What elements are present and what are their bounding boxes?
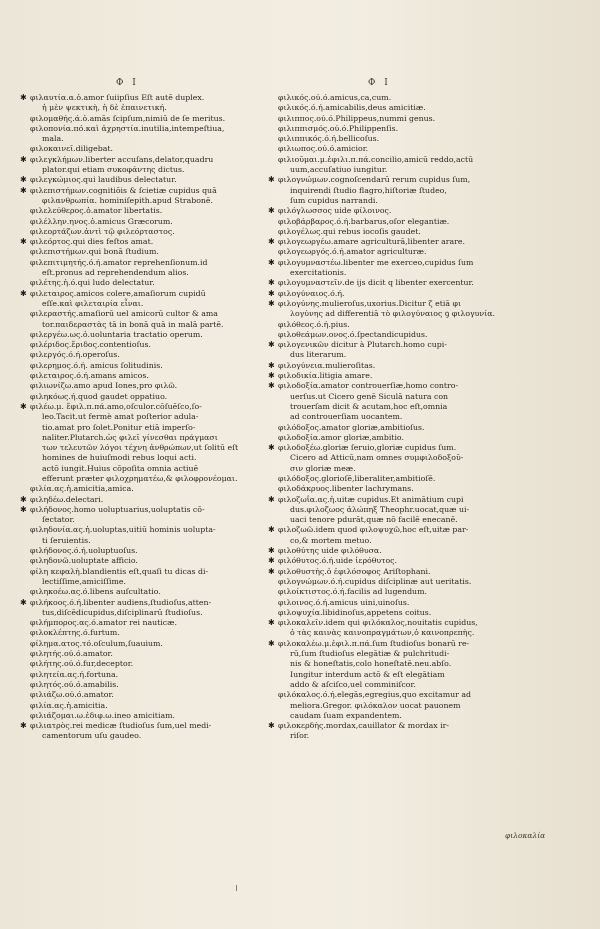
- dictionary-entry: [268, 474, 518, 484]
- asterisk-icon: ✱: [268, 443, 275, 453]
- dictionary-entry: [268, 423, 518, 433]
- left-column: [20, 93, 268, 742]
- entry-headline: φιλεορτάζων.ἀντὶ τῷ φιλεόρταστος.: [30, 226, 175, 236]
- entry-headline: φιλεταιρος.ό.ή.amans amicos.: [30, 371, 149, 381]
- asterisk-icon: ✱: [20, 185, 27, 195]
- asterisk-icon: ✱: [268, 525, 275, 535]
- entry-headline: φιλεραστής.amaſiorū uel amicorū cultor & ama: [30, 309, 218, 319]
- dictionary-entry: [20, 309, 268, 330]
- dictionary-entry: [20, 556, 268, 566]
- entry-headline: φιλοδικία.litigia amare.: [278, 371, 373, 381]
- entry-headline: φιλικός.ού.ό.amicus,ca,cum.: [278, 93, 392, 102]
- dictionary-entry: [20, 680, 268, 690]
- entry-continuation: λογύνης ad differentiā τὸ φιλογύναιος ꝯ φιλογυνία.: [290, 309, 495, 319]
- dictionary-entry: [268, 721, 518, 742]
- entry-headline: φιλιππισμός.ού.ό.Philippenſis.: [278, 123, 399, 133]
- entry-headline: φιλοζωῶ.idem quod φιλοψυχῶ,hoc eſt,uitæ par-: [278, 525, 469, 535]
- dictionary-entry: [20, 649, 268, 659]
- dictionary-entry: [268, 371, 518, 381]
- asterisk-icon: ✱: [20, 721, 27, 731]
- entry-continuation: leo.Tacit.ut fermè amat poſterior adula-: [42, 412, 199, 422]
- entry-continuation: σιν gloriæ meæ.: [290, 463, 356, 473]
- dictionary-entry: [20, 639, 268, 649]
- dictionary-entry: [268, 484, 518, 494]
- entry-continuation: tio.amat pro ſolet.Ponitur etiā imperſo-: [42, 422, 196, 432]
- dictionary-entry: [20, 361, 268, 371]
- dictionary-entry: [268, 289, 518, 299]
- dictionary-entry: [20, 289, 268, 310]
- entry-headline: φιλογνώμων.cognoſcendarū rerum cupidus ſum,: [278, 175, 471, 185]
- entry-headline: φιλήδονος.homo uoluptuarius,uoluptatis cō-: [30, 504, 205, 514]
- entry-continuation: mala.: [42, 134, 64, 144]
- asterisk-icon: ✱: [268, 721, 275, 731]
- dictionary-entry: [20, 114, 268, 124]
- entry-headline: φιλοδοξία.amator controuerſiæ,homo contro-: [278, 381, 459, 391]
- entry-continuation: camentorum uſu gaudeo.: [42, 731, 142, 741]
- entry-headline: φιλογέλως.qui rebus iocoſis gaudet.: [278, 226, 421, 236]
- entry-headline: φιλέριδος.ἔριδος.contentioſus.: [30, 340, 151, 350]
- entry-headline: φιλοδάκρυος.libenter lachrymans.: [278, 484, 414, 494]
- dictionary-entry: [268, 330, 518, 340]
- dictionary-entry: [20, 175, 268, 185]
- entry-headline: φιλόκαλος.ό.ή.elegās,egregius,quo excitamur ad: [278, 690, 471, 700]
- asterisk-icon: ✱: [20, 401, 27, 411]
- entry-headline: φίλημα.ατος.τό.oſculum,ſuauium.: [30, 638, 163, 648]
- dictionary-entry: [20, 330, 268, 340]
- entry-headline: φιλιατρὸς.rei medicæ ſtudioſus ſum,uel medi-: [30, 721, 212, 731]
- entry-headline: φιλοκαλέω.μ.ἐφιλ.π.πά.ſum ſtudioſus bonarū re-: [278, 638, 470, 648]
- catchword: φιλοκαλία: [505, 831, 546, 840]
- entry-continuation: nis & honeſtatis,colo honeſtatē.neu.abſo.: [290, 659, 452, 669]
- dictionary-entry: [20, 690, 268, 700]
- entry-continuation: actō iungit.Huius cōpoſita omnia actiuē: [42, 463, 199, 473]
- entry-headline: φιλοινος.ό.ή.amicus uini,uinoſus.: [278, 597, 410, 607]
- asterisk-icon: ✱: [20, 504, 27, 514]
- entry-headline: φιλόθεος.ό.ή.pius.: [278, 319, 350, 329]
- entry-continuation: addo & aſciſco,uel comminiſcor.: [290, 679, 416, 689]
- entry-headline: φιλιάζομαι.ω.ἐδιφ.ω.ineo amicitiam.: [30, 710, 175, 720]
- asterisk-icon: ✱: [268, 556, 275, 566]
- dictionary-entry: [20, 618, 268, 628]
- dictionary-entry: [268, 618, 518, 639]
- asterisk-icon: ✱: [268, 237, 275, 247]
- entry-continuation: meliora.Gregor. φιλόκαλον uocat pauonem: [290, 700, 461, 710]
- entry-continuation: φιλανθρωπία. hominiſepith.apud Strabonē.: [42, 195, 214, 205]
- entry-headline: φιληκόως.ή.quod gaudet oppatiuo.: [30, 391, 168, 401]
- dictionary-entry: [20, 144, 268, 154]
- entry-headline: φιλελεύθερος.ὁ.amator libertatis.: [30, 206, 163, 216]
- asterisk-icon: ✱: [20, 154, 27, 164]
- dictionary-entry: [268, 227, 518, 237]
- asterisk-icon: ✱: [268, 175, 275, 185]
- asterisk-icon: ✱: [20, 597, 27, 607]
- entry-headline: φίλη κεφαλὴ.blandientis eſt,quaſi tu dicas di-: [30, 566, 209, 576]
- entry-headline: φιληδονῶ.uoluptate afficio.: [30, 556, 138, 566]
- dictionary-entry: [20, 371, 268, 381]
- entry-headline: φιλιάζω.ού.ό.amator.: [30, 690, 114, 700]
- dictionary-entry: [268, 155, 518, 176]
- folio-left: Φ I: [116, 78, 139, 88]
- dictionary-entry: [20, 546, 268, 556]
- dictionary-entry: [268, 433, 518, 443]
- dictionary-entry: [268, 340, 518, 361]
- dictionary-entry: [20, 392, 268, 402]
- dictionary-entry: [268, 175, 518, 206]
- asterisk-icon: ✱: [268, 381, 275, 391]
- entry-continuation: ad controuerſiam uocantem.: [290, 412, 403, 422]
- entry-headline: φιλεόρτος.qui dies feſtos amat.: [30, 237, 154, 247]
- entry-headline: φιλοίκτιστος.ό.ή.facilis ad lugendum.: [278, 587, 427, 597]
- dictionary-entry: [268, 495, 518, 526]
- entry-headline: φιλαυτία.α.ὁ.amor ſuiipſius Eſt autē duplex.: [30, 93, 205, 102]
- entry-continuation: tus,diſcēdicupidus,diſciplinarū ſtudioſus.: [42, 607, 203, 617]
- entry-headline: φιλεγκλήμων.liberter accuſans,delator,quadru: [30, 154, 214, 164]
- entry-headline: φιληδέω.delectari.: [30, 494, 104, 504]
- dictionary-entry: [20, 567, 268, 588]
- dictionary-entry: [268, 247, 518, 257]
- entry-headline: φιλογυμναστέω.libenter me exerceo,cupidus ſum: [278, 257, 474, 267]
- dictionary-entry: [268, 577, 518, 587]
- entry-headline: φιλοψυχία.libidinoſus,appetens coitus.: [278, 607, 432, 617]
- asterisk-icon: ✱: [268, 257, 275, 267]
- entry-continuation: plator.qui etiam συκοφάντης dictus.: [42, 165, 185, 175]
- dictionary-entry: [268, 567, 518, 577]
- entry-headline: φιλιππος.ού.ό.Philippeus,nummi genus.: [278, 113, 436, 123]
- entry-headline: φιλεταιρος.amicos colere,amaſiorum cupidū: [30, 288, 206, 298]
- dictionary-entry: [20, 258, 268, 279]
- entry-continuation: trouerſam dicit & acutam,hoc eſt,omnia: [290, 401, 448, 411]
- entry-headline: φιλοδοξέω.gloriæ ſeruio,gloriæ cupidus ſum.: [278, 443, 457, 453]
- dictionary-entry: [268, 278, 518, 288]
- entry-continuation: των τελευτῶν λόγοι τέχνη ἀνθρώπων,ut ſolitū eſt: [42, 443, 239, 453]
- entry-headline: φιλομαθής.ά.ὁ.amās ſcipſum,nimiū de ſe meritus.: [30, 113, 226, 123]
- dictionary-entry: [268, 587, 518, 597]
- dictionary-entry: [268, 93, 518, 103]
- entry-headline: φιλοθεάμων.ονος.ό.ſpectandicupidus.: [278, 329, 428, 339]
- dictionary-entry: [20, 227, 268, 237]
- entry-headline: φιλερημος.ό.ή. amicus ſolitudinis.: [30, 360, 163, 370]
- dictionary-entry: [268, 546, 518, 556]
- entry-headline: φιλογύναιος.ό.ή.: [278, 288, 345, 298]
- entry-headline: φιλοζωΐα.ας.ἡ.uitæ cupidus.Et animātium cupi: [278, 494, 464, 504]
- entry-headline: φιληδονία.ας.ἡ.uoluptas,uitiū hominis uolupta-: [30, 525, 216, 535]
- entry-headline: φιλέτης.ἡ.ό.qui ludo delectatur.: [30, 278, 155, 288]
- asterisk-icon: ✱: [20, 237, 27, 247]
- entry-continuation: riſor.: [290, 731, 310, 741]
- asterisk-icon: ✱: [268, 494, 275, 504]
- entry-headline: φιλοπονία.πό.καὶ ἀχρηστία.inutilia,intempeſtiua,: [30, 123, 225, 133]
- dictionary-entry: [268, 124, 518, 134]
- dictionary-entry: [268, 217, 518, 227]
- asterisk-icon: ✱: [268, 298, 275, 308]
- dictionary-entry: [20, 155, 268, 176]
- entry-headline: φιλογύνεια.mulieroſitas.: [278, 360, 376, 370]
- entry-continuation: ὁ τὰς καινὰς καινοπραγμάτων,ὁ καινοπρεπὴς.: [290, 628, 475, 638]
- dictionary-entry: [268, 443, 518, 474]
- dictionary-entry: [268, 206, 518, 216]
- dictionary-entry: [268, 361, 518, 371]
- entry-headline: φιλοθύτης uide φιλόθυσα.: [278, 546, 382, 556]
- dictionary-entry: [20, 340, 268, 350]
- entry-continuation: Cicero ad Atticū,nam omnes συμφιλοδοξοῦ-: [290, 453, 464, 463]
- entry-continuation: tor.παιδεραστὰς tā in bonā quā in malā partē.: [42, 319, 224, 329]
- entry-headline: φιλογύνης.mulieroſus,uxorius.Dicitur ζ etiā φι: [278, 298, 462, 308]
- entry-headline: φιλοκαινεῖ.diligebat.: [30, 144, 113, 154]
- entry-continuation: Iungitur interdum actō & eſt elegātiam: [290, 669, 445, 679]
- entry-continuation: ſum cupidus narrandi.: [290, 195, 378, 205]
- entry-headline: φιλέω.μ. ἔφιλ.π.πά.amo,oſculor.cōſuēſco,ſo-: [30, 401, 202, 411]
- dictionary-entry: [20, 237, 268, 247]
- dictionary-entry: [268, 258, 518, 279]
- dictionary-entry: [20, 701, 268, 711]
- dictionary-entry: [20, 186, 268, 207]
- dictionary-entry: [20, 659, 268, 669]
- entry-headline: φιλήμπορος.ας.ό.amator rei nauticæ.: [30, 618, 177, 628]
- dictionary-entry: [20, 402, 268, 484]
- dictionary-entry: [268, 556, 518, 566]
- entry-continuation: inquirendi ſtudio flagro,hiſtoriæ ſtudeo,: [290, 185, 447, 195]
- asterisk-icon: ✱: [268, 546, 275, 556]
- entry-headline: φιλητής.ού.ό.amator.: [30, 649, 113, 659]
- dictionary-entry: [20, 381, 268, 391]
- entry-headline: φιλογεωργός.ό.ή.amator agriculturæ.: [278, 247, 427, 257]
- asterisk-icon: ✱: [268, 638, 275, 648]
- entry-headline: φιλοκαλεῖν.idem qui φιλόκαλος,nouitatis cupidus,: [278, 618, 478, 628]
- dictionary-entry: [20, 711, 268, 721]
- entry-continuation: uum,accuſatiuo iungitur.: [290, 165, 388, 175]
- dictionary-entry: [268, 598, 518, 608]
- dictionary-entry: [20, 93, 268, 114]
- dictionary-entry: [20, 217, 268, 227]
- entry-headline: φιλοκερδὴς.mordax,cauillator & mordax ir-: [278, 721, 449, 731]
- dictionary-entry: [268, 237, 518, 247]
- entry-headline: φιλογεωργέω.amare agriculturā,libenter arare.: [278, 237, 465, 247]
- dictionary-entry: [268, 134, 518, 144]
- entry-headline: φιλήδονος.ό.ή.uoluptuoſus.: [30, 546, 138, 556]
- entry-headline: φιλόδοξος.amator gloriæ,ambitioſus.: [278, 422, 425, 432]
- entry-continuation: homines de huiuſmodi rebus loqui acti.: [42, 453, 197, 463]
- entry-continuation: ti ſeruientis.: [42, 535, 91, 545]
- right-column: [268, 93, 518, 742]
- entry-headline: φιλήτης.ού.ό.fur,deceptor.: [30, 659, 134, 669]
- asterisk-icon: ✱: [268, 360, 275, 370]
- folio-right: Φ I: [368, 78, 391, 88]
- entry-continuation: uerſus.ut Cicero genē Siculā natura con: [290, 391, 449, 401]
- entry-continuation: dus.φιλοζωος ἀλώπηξ Theophr.uocat,quæ ui-: [290, 504, 470, 514]
- asterisk-icon: ✱: [268, 340, 275, 350]
- entry-continuation: lectiſſime,amiciſſime.: [42, 576, 126, 586]
- asterisk-icon: ✱: [20, 93, 27, 102]
- dictionary-entry: [20, 350, 268, 360]
- entry-headline: φιληκοέω.ας.ό.libens auſcultatio.: [30, 587, 161, 597]
- entry-headline: φιλόδοξος.glorioſē,liberaliter,ambitioſē.: [278, 473, 436, 483]
- dictionary-entry: [268, 114, 518, 124]
- dictionary-entry: [20, 670, 268, 680]
- entry-headline: φιλεγκώμιος.qui laudibus delectatur.: [30, 175, 177, 185]
- entry-headline: φιλοβάρβαρος.ό.ή.barbarus,oſor elegantiæ.: [278, 216, 450, 226]
- gutter-mark: [236, 885, 237, 891]
- entry-headline: φιλητεία.ας.ή.fortuna.: [30, 669, 119, 679]
- entry-headline: φιλογνώμων.ό.ή.cupidus diſciplinæ aut ueritatis.: [278, 576, 472, 586]
- entry-headline: φιλόθυτος.ό.ή.uide ἱερόθυτος.: [278, 556, 398, 566]
- dictionary-entry: [20, 247, 268, 257]
- asterisk-icon: ✱: [268, 206, 275, 216]
- asterisk-icon: ✱: [268, 371, 275, 381]
- dictionary-entry: [268, 299, 518, 320]
- entry-headline: φιλία.ας.ἡ.amicitia,amica.: [30, 484, 134, 494]
- dictionary-entry: [20, 587, 268, 597]
- entry-headline: φιλογυμναστεῖν.de ijs dicit q libenter exercentur.: [278, 278, 474, 288]
- dictionary-entry: [20, 505, 268, 526]
- dictionary-entry: [268, 608, 518, 618]
- entry-headline: φιλεργέω.ως.ὁ.uoluntaria tractatio operum.: [30, 329, 203, 339]
- dictionary-entry: [20, 628, 268, 638]
- asterisk-icon: ✱: [20, 494, 27, 504]
- asterisk-icon: ✱: [268, 278, 275, 288]
- dictionary-entry: [20, 721, 268, 742]
- entry-continuation: caudam ſuam expandentem.: [290, 710, 402, 720]
- dictionary-entry: [20, 525, 268, 546]
- entry-continuation: exercitationis.: [290, 268, 347, 278]
- entry-headline: φιλεπιστήμων.qui bonā ſtudium.: [30, 247, 159, 257]
- entry-headline: φιλεπιτιμητής.ό.ή.amator reprehenſionum.id: [30, 257, 208, 267]
- entry-continuation: uaci tenore pdurāt,quæ nō facilē enecanē.: [290, 515, 458, 525]
- dictionary-entry: [268, 320, 518, 330]
- entry-headline: φιλιοῦμαι.μ.ἐφιλι.π.πά.concilio,amicū reddo,actū: [278, 154, 474, 164]
- dictionary-entry: [268, 381, 518, 422]
- dictionary-entry: [20, 598, 268, 619]
- entry-headline: φιλεπιστήμων.cognitiōis & ſcietiæ cupidus quā: [30, 185, 217, 195]
- entry-headline: φιλεργός.ό.ή.operoſus.: [30, 350, 120, 360]
- entry-headline: φιλικός.ό.ή.amicabilis,deus amicitiæ.: [278, 103, 426, 113]
- dictionary-entry: [268, 690, 518, 721]
- dictionary-entry: [20, 495, 268, 505]
- dictionary-entry: [20, 484, 268, 494]
- asterisk-icon: ✱: [20, 288, 27, 298]
- entry-headline: φιλοθυστὴς.ὁ ἐφιλόσοφος Ariſtophani.: [278, 566, 431, 576]
- dictionary-entry: [20, 124, 268, 145]
- entry-headline: φιλογενικῶν dicitur à Plutarch.homo cupi-: [278, 340, 447, 350]
- entry-continuation: efferunt præter φιλοχρηματέω,& φιλοφρονέομαι.: [42, 473, 238, 483]
- entry-headline: φιλήκοος.ό.ή.libenter audiens,ſtudioſus,atten-: [30, 597, 212, 607]
- entry-headline: φιλιωπος.ού.ό.amicior.: [278, 144, 369, 154]
- asterisk-icon: ✱: [268, 618, 275, 628]
- entry-headline: φιλοδοξία.amor gloriæ,ambitio.: [278, 432, 404, 442]
- entry-continuation: eſt.pronus ad reprehendendum alios.: [42, 268, 189, 278]
- asterisk-icon: ✱: [20, 175, 27, 185]
- entry-continuation: rū,ſum ſtudioſus elegātiæ & pulchritudi-: [290, 649, 450, 659]
- entry-continuation: co,& mortem metuo.: [290, 535, 372, 545]
- asterisk-icon: ✱: [268, 566, 275, 576]
- entry-continuation: naliter.Plutarch.ὡς φιλεῖ γίνεσθαι πράγμασι: [42, 432, 218, 442]
- entry-continuation: ἡ μὲν ψεκτικὴ, ἡ δὲ ἐπαινετική.: [42, 103, 167, 113]
- entry-continuation: eſſe.καὶ φιλεταιρία εἶναι.: [42, 298, 144, 308]
- dictionary-entry: [268, 639, 518, 690]
- dictionary-entry: [20, 206, 268, 216]
- entry-continuation: dus literarum.: [290, 350, 347, 360]
- entry-headline: φιλία.ας.ἡ.amicitia.: [30, 700, 108, 710]
- entry-headline: φιλιωνίζω.amo apud Iones,pro φιλῶ.: [30, 381, 178, 391]
- dictionary-entry: [268, 525, 518, 546]
- entry-headline: φιλέλλην.ηνος.ὁ.amicus Græcorum.: [30, 216, 173, 226]
- entry-continuation: ſectator.: [42, 515, 75, 525]
- dictionary-entry: [20, 278, 268, 288]
- dictionary-entry: [268, 144, 518, 154]
- entry-headline: φιλόγλωσσος uide φίλοινος.: [278, 206, 392, 216]
- entry-headline: φιλητός.ού.ό.amabilis.: [30, 679, 119, 689]
- entry-headline: φιλοκλέπτης.ό.furtum.: [30, 628, 120, 638]
- dictionary-entry: [268, 103, 518, 113]
- entry-headline: φιλιππικός.ό.ή.bellicoſus.: [278, 134, 380, 144]
- asterisk-icon: ✱: [268, 288, 275, 298]
